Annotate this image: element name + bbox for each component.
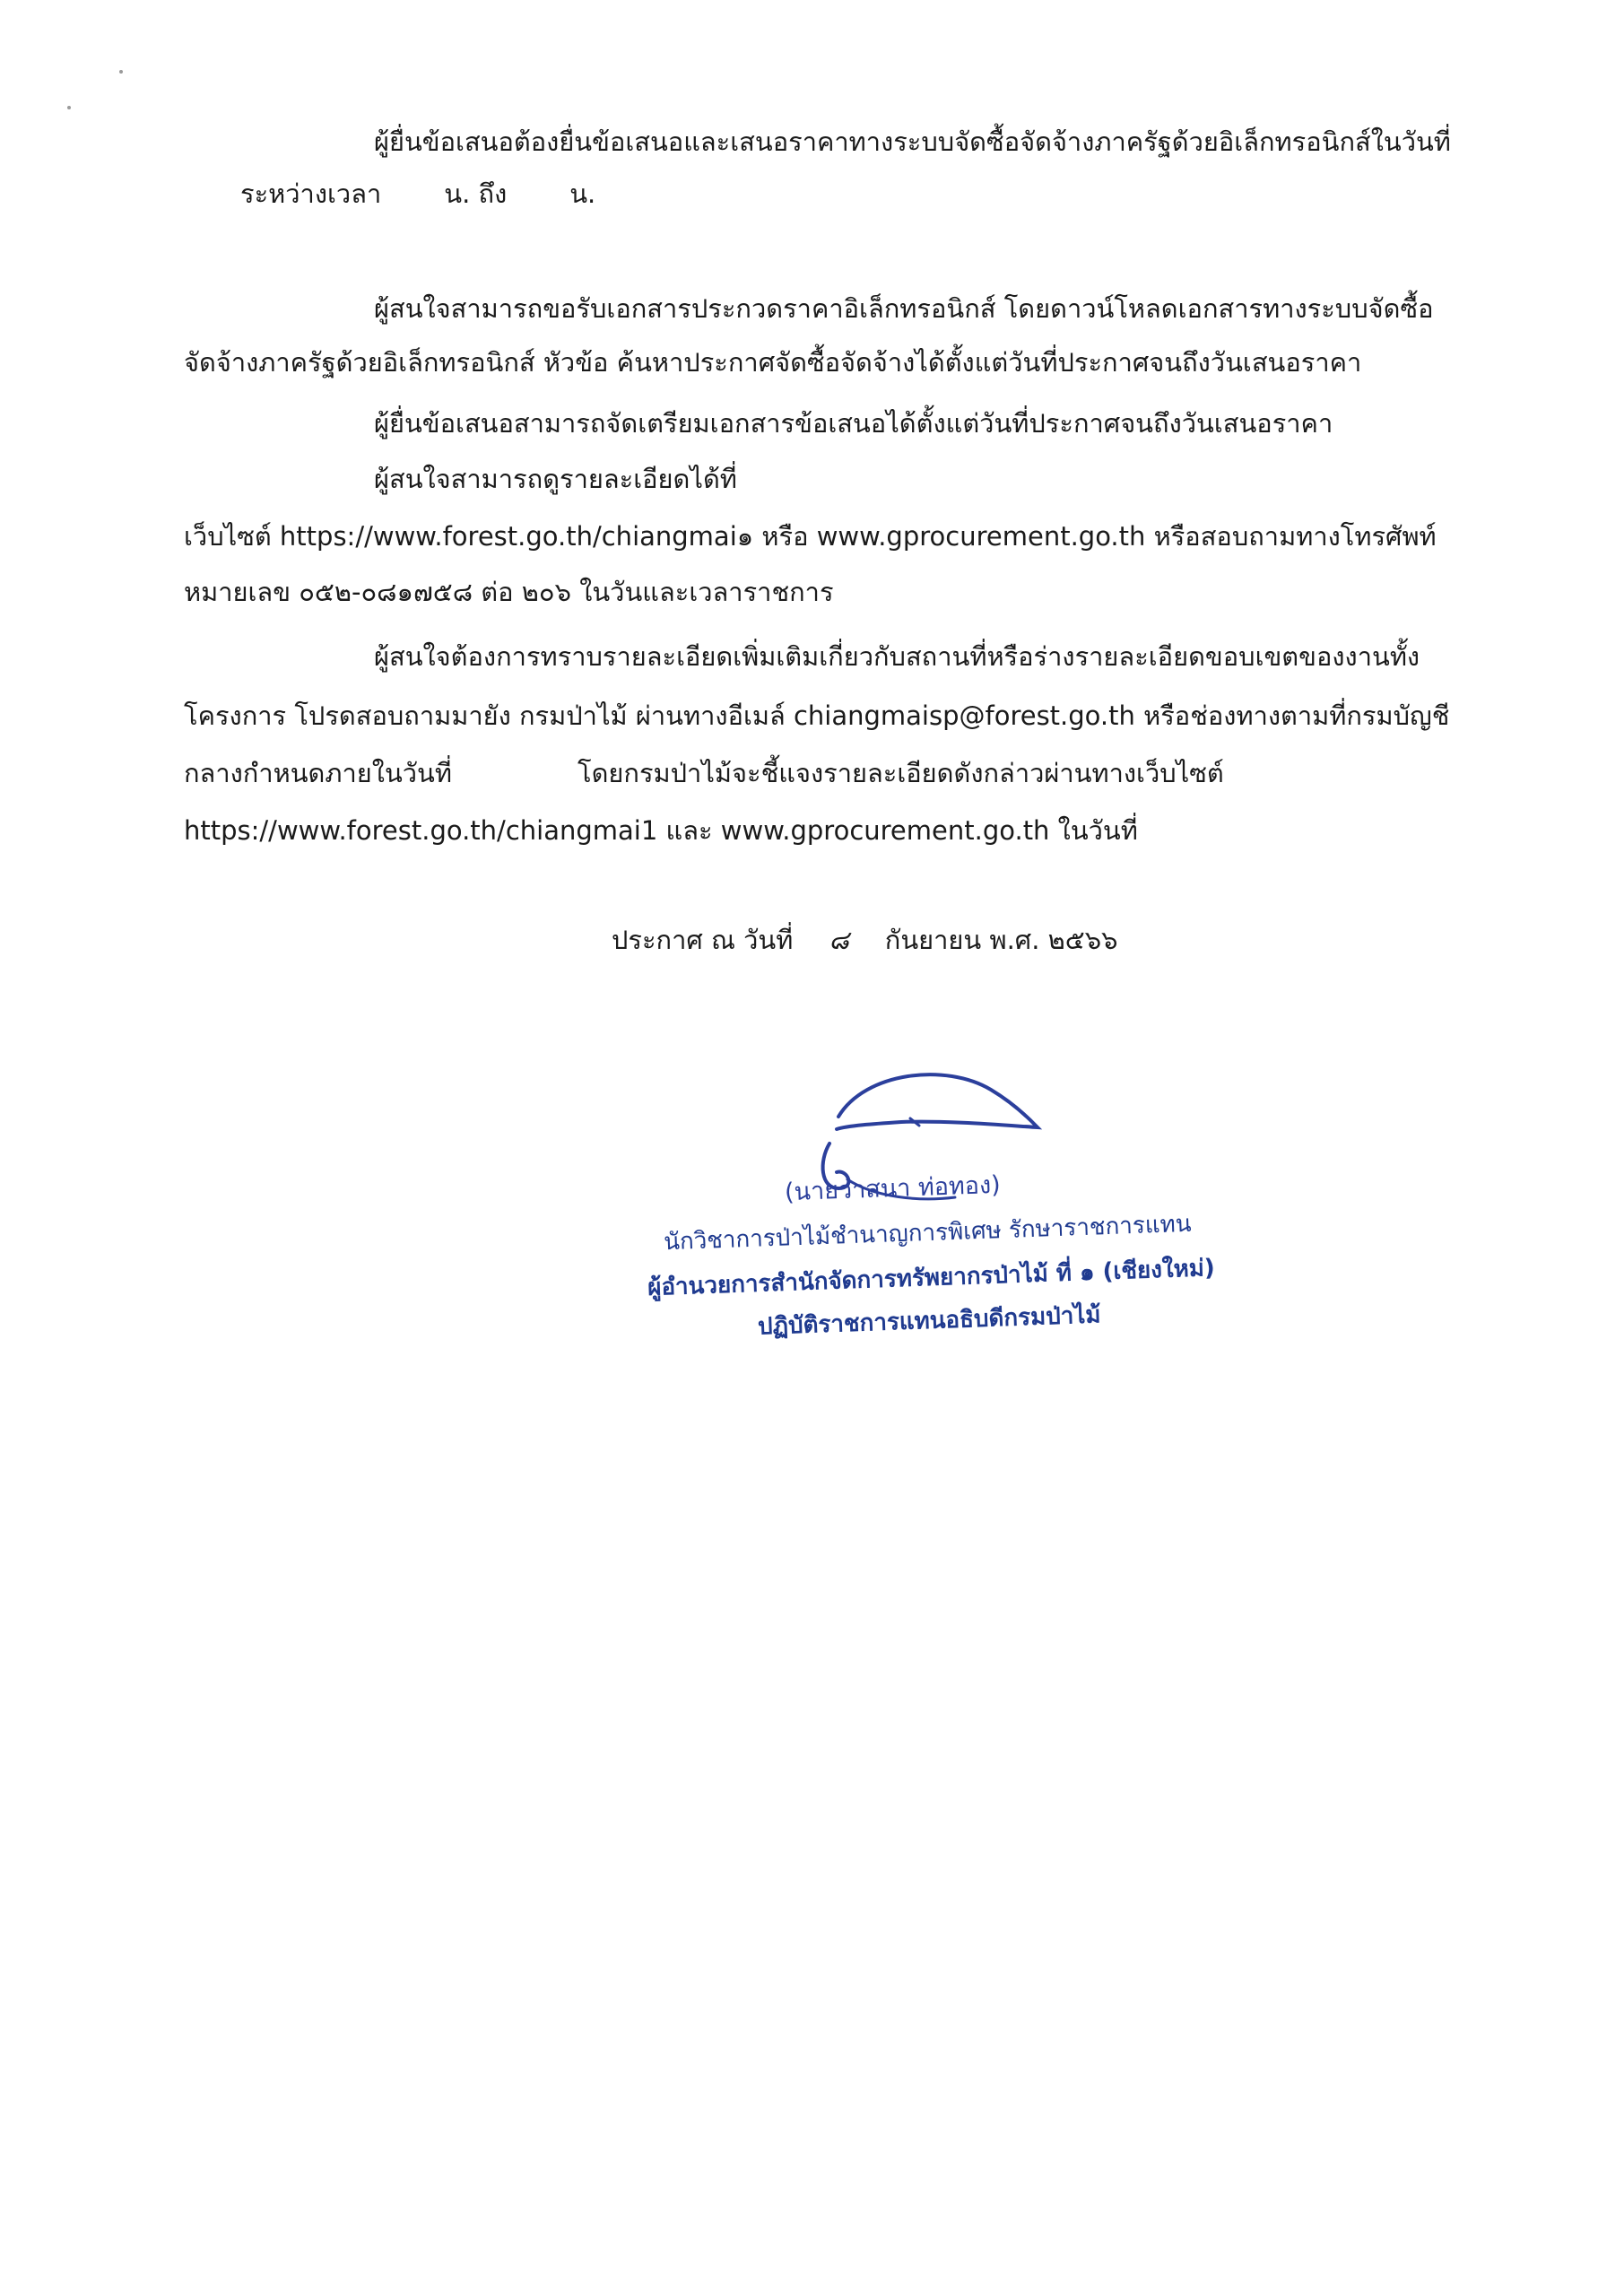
signatory-name: (นายวาสนา ท่อทอง) (784, 1170, 1002, 1207)
announce-month-year: กันยายน พ.ศ. ๒๕๖๖ (884, 925, 1118, 955)
para4-line3: หมายเลข ๐๕๒-๐๘๑๗๕๘ ต่อ ๒๐๖ ในวันและเวลาราชการ (184, 577, 834, 607)
para2-line1: ผู้สนใจสามารถขอรับเอกสารประกวดราคาอิเล็กทรอนิกส์ โดยดาวน์โหลดเอกสารทางระบบจัดซื้อ (374, 293, 1434, 324)
para5-line2: โครงการ โปรดสอบถามมายัง กรมป่าไม้ ผ่านทางอีเมล์ chiangmaisp@forest.go.th หรือช่องทางตามที่กรมบัญชี (184, 700, 1450, 731)
para1-line1: ผู้ยื่นข้อเสนอต้องยื่นข้อเสนอและเสนอราคาทางระบบจัดซื้อจัดจ้างภาครัฐด้วยอิเล็กทรอนิกส์ในวันที่ (374, 126, 1451, 157)
para4-line2: เว็บไซต์ https://www.forest.go.th/chiangmai๑ หรือ www.gprocurement.go.th หรือสอบถามทางโทรศัพท์ (184, 521, 1437, 552)
time-from: น. ถึง (444, 178, 508, 209)
para1-line2 (240, 176, 595, 212)
para5-line1: ผู้สนใจต้องการทราบรายละเอียดเพิ่มเติมเกี่ยวกับสถานที่หรือร่างรายละเอียดขอบเขตของงานทั้ง (374, 641, 1420, 672)
announce-day: ๘ (829, 925, 849, 955)
para5-line4: https://www.forest.go.th/chiangmai1 และ www.gprocurement.go.th ในวันที่ (184, 815, 1138, 846)
scan-speck (67, 106, 71, 109)
announcement-date (612, 922, 1118, 958)
deadline-label: กลางกำหนดภายในวันที่ (184, 758, 452, 788)
para5-line3 (184, 755, 1224, 791)
time-label: ระหว่างเวลา (240, 178, 382, 209)
scan-speck (119, 70, 123, 74)
signatory-position2: ผู้อำนวยการสำนักจัดการทรัพยากรป่าไม้ ที่ ๑ (เชียงใหม่) (647, 1254, 1216, 1302)
para2-line2: จัดจ้างภาครัฐด้วยอิเล็กทรอนิกส์ หัวข้อ ค้นหาประกาศจัดซื้อจัดจ้างได้ตั้งแต่วันที่ประกาศจนถึงวันเสนอราคา (184, 347, 1362, 378)
time-to: น. (569, 178, 596, 209)
para4-line1: ผู้สนใจสามารถดูรายละเอียดได้ที่ (374, 464, 737, 494)
clarify-text: โดยกรมป่าไม้จะชี้แจงรายละเอียดดังกล่าวผ่านทางเว็บไซต์ (578, 758, 1224, 788)
signatory-position3: ปฏิบัติราชการแทนอธิบดีกรมป่าไม้ (757, 1301, 1101, 1341)
announce-prefix: ประกาศ ณ วันที่ (612, 925, 794, 955)
para3-line: ผู้ยื่นข้อเสนอสามารถจัดเตรียมเอกสารข้อเสนอได้ตั้งแต่วันที่ประกาศจนถึงวันเสนอราคา (374, 408, 1333, 439)
signatory-position1: นักวิชาการป่าไม้ชำนาญการพิเศษ รักษาราชการแทน (663, 1210, 1192, 1257)
